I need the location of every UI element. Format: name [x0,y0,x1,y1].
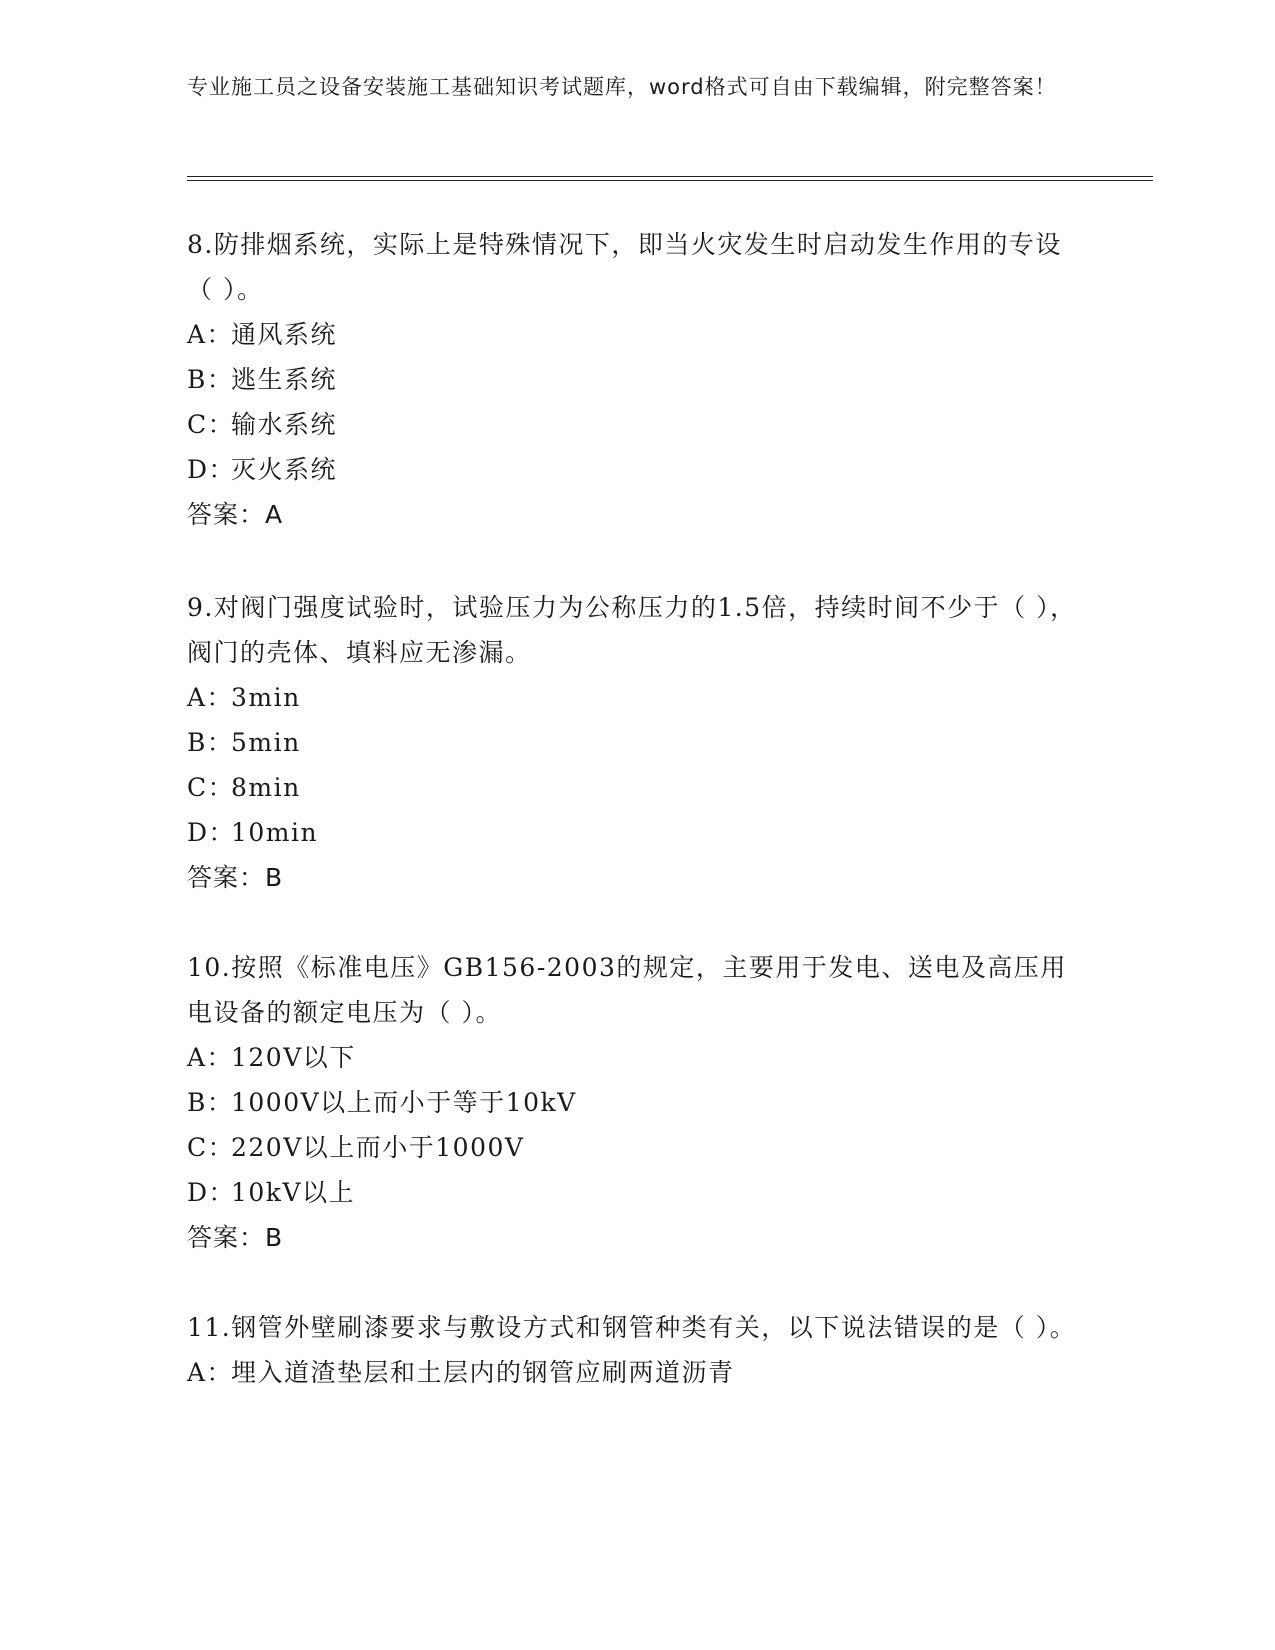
option-text: 10kV以上 [231,1178,356,1207]
option-text: 输水系统 [231,410,338,439]
option-text: 逃生系统 [231,365,338,394]
question-number: 9. [187,593,214,622]
question-8 [187,222,1087,537]
option-key: A： [187,1043,234,1072]
option-text: 120V以下 [231,1043,356,1072]
question-11 [187,1305,1087,1395]
option-key: A： [187,683,234,712]
option-key: D： [187,1178,236,1207]
question-stem [187,222,1087,312]
option-text: 灭火系统 [231,455,338,484]
option-text: 220V以上而小于1000V [231,1133,525,1162]
option-key: C： [187,773,235,802]
option-text: 埋入道渣垫层和土层内的钢管应刷两道沥青 [231,1358,735,1387]
question-stem [187,945,1087,1035]
option-d [187,447,1087,492]
question-stem [187,1305,1087,1350]
option-key: B： [187,1088,234,1117]
question-text: 按照《标准电压》GB156-2003的规定，主要用于发电、送电及高压用电设备的额定电压为（ ）。 [187,953,1067,1027]
question-text: 对阀门强度试验时，试验压力为公称压力的1.5倍，持续时间不少于（ ），阀门的壳体、填料应无渗漏。 [187,593,1077,667]
question-stem [187,585,1087,675]
option-text: 10min [231,818,319,847]
question-text: 钢管外壁刷漆要求与敷设方式和钢管种类有关，以下说法错误的是（ ）。 [231,1313,1077,1342]
option-a [187,675,1087,720]
header-divider-top [187,176,1153,177]
answer: 答案：B [187,863,284,892]
option-key: C： [187,410,235,439]
option-key: C： [187,1133,235,1162]
option-a [187,1035,1087,1080]
option-a [187,312,1087,357]
option-key: D： [187,818,236,847]
option-d [187,810,1087,855]
option-text: 5min [231,728,301,757]
header-divider-bottom [187,180,1153,181]
option-text: 通风系统 [231,320,338,349]
option-text: 8min [231,773,301,802]
option-text: 3min [231,683,301,712]
question-number: 8. [187,230,214,259]
question-number: 11. [187,1313,232,1342]
option-key: B： [187,728,234,757]
answer: 答案：B [187,1223,284,1252]
option-key: A： [187,1358,234,1387]
option-key: A： [187,320,234,349]
answer: 答案：A [187,500,284,529]
question-number: 10. [187,953,232,982]
option-c [187,402,1087,447]
option-b [187,357,1087,402]
option-b [187,720,1087,765]
option-key: D： [187,455,236,484]
option-key: B： [187,365,234,394]
option-c [187,765,1087,810]
option-d [187,1170,1087,1215]
option-text: 1000V以上而小于等于10kV [231,1088,577,1117]
option-c [187,1125,1087,1170]
option-b [187,1080,1087,1125]
option-a [187,1350,1087,1395]
question-10 [187,945,1087,1260]
question-text: 防排烟系统，实际上是特殊情况下，即当火灾发生时启动发生作用的专设（ ）。 [187,230,1062,304]
question-9 [187,585,1087,900]
page-header: 专业施工员之设备安装施工基础知识考试题库，word格式可自由下载编辑，附完整答案！ [187,75,1057,99]
